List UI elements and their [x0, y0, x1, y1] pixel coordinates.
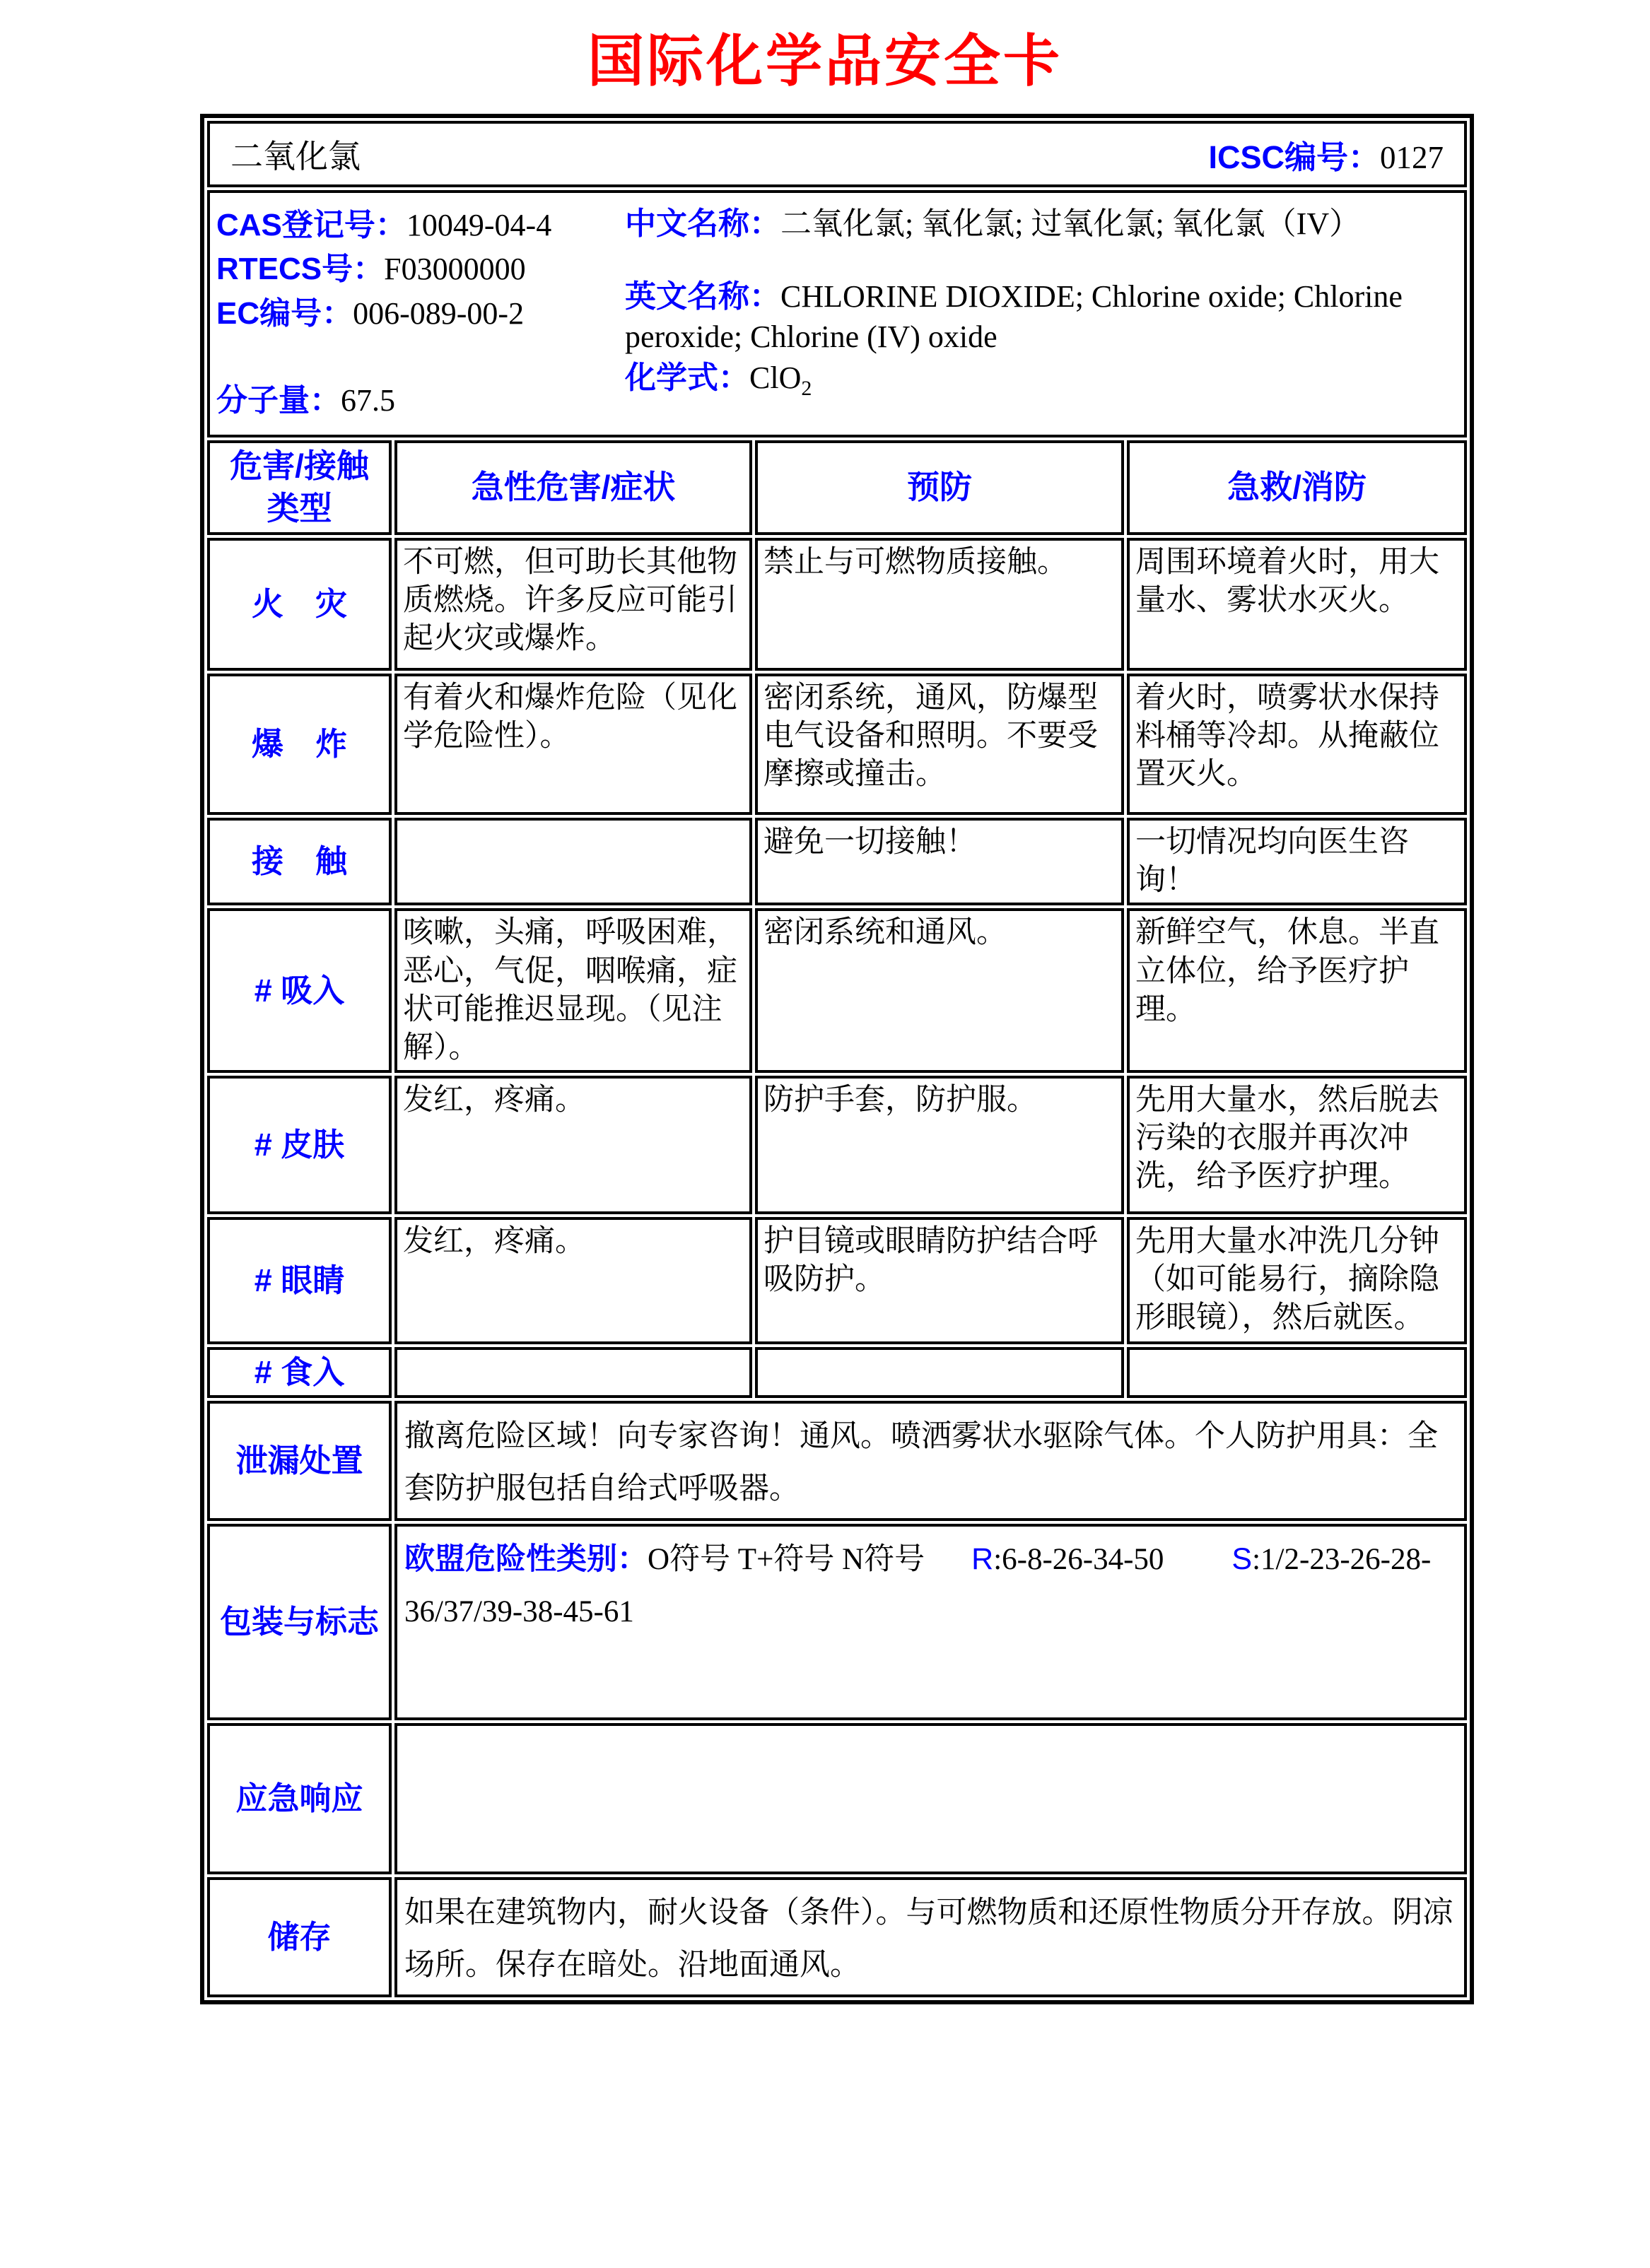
icsc-value: 0127	[1380, 139, 1444, 175]
formula-label: 化学式：	[625, 360, 749, 395]
cas-label: CAS登记号：	[216, 208, 406, 242]
english-name-line	[625, 276, 1459, 357]
rtecs-line	[216, 247, 625, 291]
row-explosion	[207, 674, 1467, 815]
hazard-table-header-row	[207, 440, 1467, 535]
cell-ingestion-prevention	[755, 1347, 1124, 1398]
row-skin	[207, 1076, 1467, 1214]
page-title: 国际化学品安全卡	[587, 30, 1063, 93]
formula-line	[625, 358, 1459, 402]
cell-contact-first-aid: 一切情况均向医生咨询！	[1127, 818, 1467, 905]
cell-fire-first-aid: 周围环境着火时，用大量水、雾状水灭火。	[1127, 538, 1467, 671]
cell-inhalation-prevention: 密闭系统和通风。	[755, 908, 1124, 1073]
names-block	[625, 204, 1459, 427]
identifiers-cell	[207, 190, 1467, 437]
ec-label: EC编号：	[216, 295, 353, 331]
english-name-label: 英文名称：	[625, 279, 780, 315]
header-prevention: 预防	[755, 440, 1124, 535]
icsc-number-group	[1209, 131, 1444, 177]
chinese-name-value: 二氧化氯; 氧化氯; 过氧化氯; 氧化氯（IV）	[780, 206, 1361, 241]
cell-inhalation-first-aid: 新鲜空气，休息。半直立体位，给予医疗护理。	[1127, 908, 1467, 1073]
cell-explosion-symptoms: 有着火和爆炸危险（见化学危险性）。	[394, 674, 752, 815]
identifiers-row	[207, 190, 1467, 437]
cell-emergency-response	[394, 1723, 1467, 1874]
r-phrases	[971, 1543, 1164, 1576]
molecular-weight-value: 67.5	[341, 382, 395, 418]
rtecs-label: RTECS号：	[216, 252, 385, 287]
cas-value: 10049-04-4	[406, 208, 552, 242]
header-acute-symptoms: 急性危害/症状	[394, 440, 752, 535]
cell-ingestion-symptoms	[394, 1347, 752, 1398]
row-fire	[207, 538, 1467, 671]
chinese-name-line	[625, 204, 1459, 244]
icsc-label: ICSC编号：	[1208, 139, 1381, 175]
eu-hazard-class-label: 欧盟危险性类别：	[404, 1541, 648, 1576]
card-title-row	[207, 121, 1467, 187]
molecular-weight-label: 分子量：	[216, 382, 341, 418]
cell-skin-first-aid: 先用大量水，然后脱去污染的衣服并再次冲洗，给予医疗护理。	[1127, 1076, 1467, 1214]
cell-inhalation-symptoms: 咳嗽，头痛，呼吸困难，恶心，气促，咽喉痛，症状可能推迟显现。（见注解）。	[394, 908, 752, 1073]
cell-eyes-prevention: 护目镜或眼睛防护结合呼吸防护。	[755, 1217, 1124, 1344]
row-inhalation	[207, 908, 1467, 1073]
cell-eyes-symptoms: 发红，疼痛。	[394, 1217, 752, 1344]
label-packaging-labelling: 包装与标志	[207, 1524, 392, 1720]
r-label: R	[971, 1541, 994, 1576]
cell-contact-symptoms	[394, 818, 752, 905]
cell-contact-prevention: 避免一切接触！	[755, 818, 1124, 905]
cell-ingestion-first-aid	[1127, 1347, 1467, 1398]
cell-eyes-first-aid: 先用大量水冲洗几分钟（如可能易行，摘除隐形眼镜），然后就医。	[1127, 1217, 1467, 1344]
label-ingestion: # 食入	[207, 1347, 392, 1398]
r-codes: :6-8-26-34-50	[993, 1542, 1164, 1576]
row-emergency-response	[207, 1723, 1467, 1874]
row-storage	[207, 1877, 1467, 1997]
chinese-name-label: 中文名称：	[625, 206, 780, 241]
cas-line	[216, 204, 625, 247]
cell-packaging-labelling	[394, 1524, 1467, 1720]
substance-icsc-cell	[207, 121, 1467, 187]
molecular-weight-line	[216, 379, 625, 427]
row-packaging-labelling	[207, 1524, 1467, 1720]
cell-explosion-first-aid: 着火时，喷雾状水保持料桶等冷却。从掩蔽位置灭火。	[1127, 674, 1467, 815]
icsc-document-page	[0, 16, 1650, 2268]
label-explosion: 爆 炸	[207, 674, 392, 815]
label-emergency-response: 应急响应	[207, 1723, 392, 1874]
substance-name: 二氧化氯	[230, 139, 361, 175]
cell-spill-disposal: 撤离危险区域！向专家咨询！通风。喷洒雾状水驱除气体。个人防护用具：全套防护服包括自给式呼吸器。	[394, 1401, 1467, 1521]
s-label: S	[1231, 1541, 1253, 1576]
cell-storage: 如果在建筑物内，耐火设备（条件）。与可燃物质和还原性物质分开存放。阴凉场所。保存在暗处。沿地面通风。	[394, 1877, 1467, 1997]
label-inhalation: # 吸入	[207, 908, 392, 1073]
label-storage: 储存	[207, 1877, 392, 1997]
cell-skin-symptoms: 发红，疼痛。	[394, 1076, 752, 1214]
cell-explosion-prevention: 密闭系统，通风，防爆型电气设备和照明。不要受摩擦或撞击。	[755, 674, 1124, 815]
ec-line	[216, 292, 625, 336]
ec-value: 006-089-00-2	[353, 295, 525, 331]
formula-value: ClO$_2$	[749, 360, 812, 400]
cell-fire-prevention: 禁止与可燃物质接触。	[755, 538, 1124, 671]
eu-hazard-symbols: O符号 T+符号 N符号	[648, 1542, 925, 1576]
row-spill-disposal	[207, 1401, 1467, 1521]
s-codes: :1/2-23-26-28-36/37/39-38-45-61	[404, 1542, 1432, 1628]
row-ingestion	[207, 1347, 1467, 1398]
row-contact	[207, 818, 1467, 905]
label-skin: # 皮肤	[207, 1076, 392, 1214]
label-fire: 火 灾	[207, 538, 392, 671]
label-contact: 接 触	[207, 818, 392, 905]
header-hazard-type: 危害/接触类型	[207, 440, 392, 535]
row-eyes	[207, 1217, 1467, 1344]
rtecs-value: F03000000	[384, 252, 526, 287]
english-name-value: CHLORINE DIOXIDE; Chlorine oxide; Chlorine peroxide; Chlorine (IV) oxide	[625, 279, 1403, 355]
label-eyes: # 眼睛	[207, 1217, 392, 1344]
cell-skin-prevention: 防护手套，防护服。	[755, 1076, 1124, 1214]
cell-fire-symptoms: 不可燃，但可助长其他物质燃烧。许多反应可能引起火灾或爆炸。	[394, 538, 752, 671]
header-first-aid: 急救/消防	[1127, 440, 1467, 535]
registry-numbers-block	[216, 204, 625, 427]
label-spill-disposal: 泄漏处置	[207, 1401, 392, 1521]
icsc-card-table	[200, 114, 1474, 2004]
